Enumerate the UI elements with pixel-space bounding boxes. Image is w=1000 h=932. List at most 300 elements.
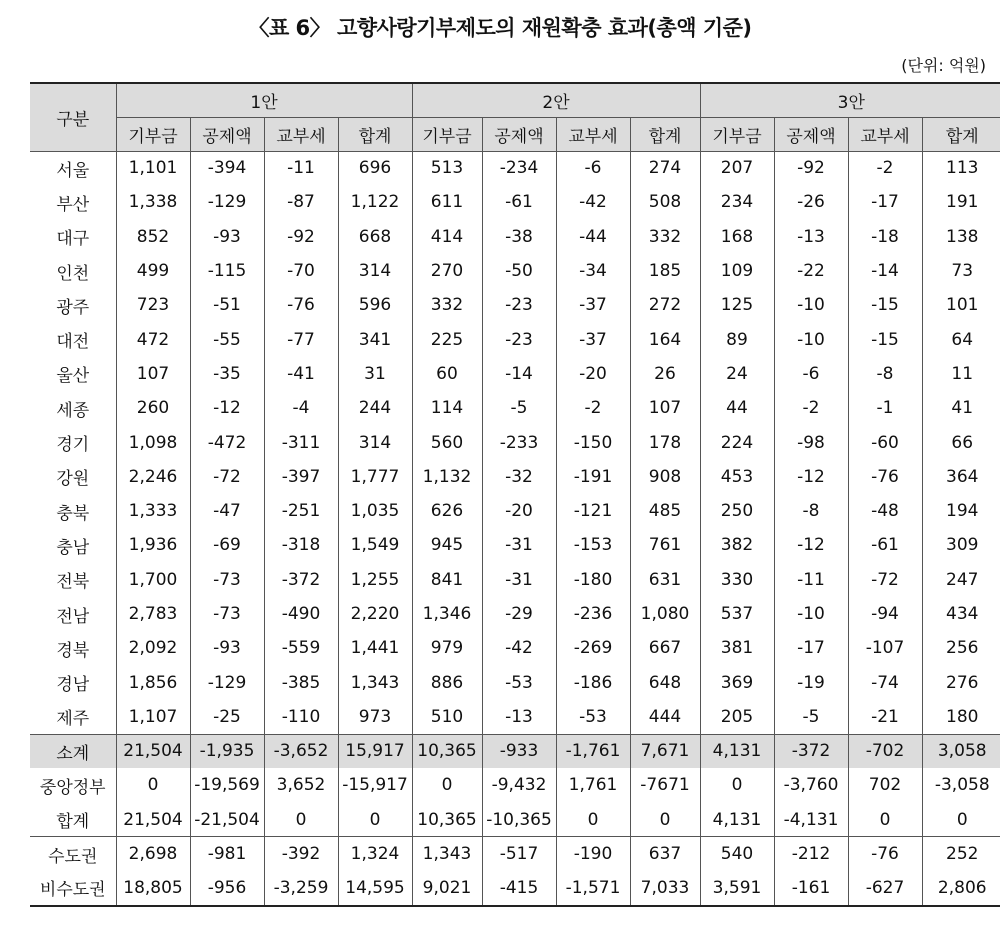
table-cell: 499 — [116, 254, 190, 288]
header-region: 구분 — [30, 83, 116, 151]
table-cell: 244 — [338, 391, 412, 425]
table-cell: -14 — [482, 357, 556, 391]
table-cell: -6 — [774, 357, 848, 391]
table-cell: 2,246 — [116, 460, 190, 494]
table-row — [30, 871, 1000, 905]
table-cell: -87 — [264, 185, 338, 219]
data-table — [30, 82, 1000, 907]
table-cell: -37 — [556, 288, 630, 322]
table-cell: 250 — [700, 494, 774, 528]
table-cell: -19 — [774, 665, 848, 699]
table-cell: 886 — [412, 665, 482, 699]
table-cell: 979 — [412, 631, 482, 665]
table-cell: 24 — [700, 357, 774, 391]
table-cell: -61 — [482, 185, 556, 219]
table-cell: -34 — [556, 254, 630, 288]
table-cell: 1,101 — [116, 151, 190, 185]
table-cell: -69 — [190, 528, 264, 562]
table-cell: -5 — [774, 700, 848, 734]
table-cell: -53 — [556, 700, 630, 734]
table-cell: -15 — [848, 322, 922, 356]
table-cell: 1,549 — [338, 528, 412, 562]
table-cell: -5 — [482, 391, 556, 425]
table-cell: 4,131 — [700, 803, 774, 837]
table-cell: -234 — [482, 151, 556, 185]
table-cell: -47 — [190, 494, 264, 528]
table-cell: -490 — [264, 597, 338, 631]
table-cell: -38 — [482, 220, 556, 254]
table-cell: -61 — [848, 528, 922, 562]
table-cell: 841 — [412, 563, 482, 597]
table-cell: -415 — [482, 871, 556, 905]
table-cell: -153 — [556, 528, 630, 562]
table-cell: -76 — [848, 837, 922, 871]
header-col: 공제액 — [190, 117, 264, 151]
table-cell: -6 — [556, 151, 630, 185]
table-body — [30, 151, 1000, 906]
table-cell: 107 — [630, 391, 700, 425]
table-cell: -190 — [556, 837, 630, 871]
table-cell: -1 — [848, 391, 922, 425]
table-cell: 180 — [922, 700, 1000, 734]
table-cell: -73 — [190, 563, 264, 597]
header-col: 기부금 — [412, 117, 482, 151]
table-row — [30, 768, 1000, 802]
table-cell: -121 — [556, 494, 630, 528]
table-header — [30, 83, 1000, 151]
header-col: 공제액 — [482, 117, 556, 151]
table-cell: 696 — [338, 151, 412, 185]
table-cell: 207 — [700, 151, 774, 185]
table-cell: -74 — [848, 665, 922, 699]
table-cell: 276 — [922, 665, 1000, 699]
table-cell: -42 — [556, 185, 630, 219]
table-cell: -110 — [264, 700, 338, 734]
table-cell: 41 — [922, 391, 1000, 425]
table-cell: 234 — [700, 185, 774, 219]
table-cell: 10,365 — [412, 803, 482, 837]
table-cell: -51 — [190, 288, 264, 322]
table-cell: 101 — [922, 288, 1000, 322]
table-cell: 44 — [700, 391, 774, 425]
table-cell: -20 — [556, 357, 630, 391]
table-cell: 0 — [922, 803, 1000, 837]
table-cell: -76 — [848, 460, 922, 494]
table-cell: -18 — [848, 220, 922, 254]
table-cell: -50 — [482, 254, 556, 288]
table-cell: -1,571 — [556, 871, 630, 905]
table-cell: 191 — [922, 185, 1000, 219]
table-cell: 2,698 — [116, 837, 190, 871]
table-cell: -4 — [264, 391, 338, 425]
table-cell: 611 — [412, 185, 482, 219]
table-cell: 472 — [116, 322, 190, 356]
table-cell: -31 — [482, 563, 556, 597]
table-cell: -93 — [190, 631, 264, 665]
table-cell: -35 — [190, 357, 264, 391]
table-cell: -8 — [774, 494, 848, 528]
table-cell: 668 — [338, 220, 412, 254]
table-cell: -212 — [774, 837, 848, 871]
table-cell: -55 — [190, 322, 264, 356]
table-cell: -472 — [190, 425, 264, 459]
table-cell: 852 — [116, 220, 190, 254]
table-cell: 485 — [630, 494, 700, 528]
table-cell: 1,338 — [116, 185, 190, 219]
row-label: 세종 — [30, 391, 116, 425]
table-title: 〈표 6〉 고향사랑기부제도의 재원확충 효과(총액 기준) — [248, 16, 752, 40]
table-cell: -180 — [556, 563, 630, 597]
table-cell: -10 — [774, 322, 848, 356]
row-label: 인천 — [30, 254, 116, 288]
table-cell: 537 — [700, 597, 774, 631]
table-cell: 21,504 — [116, 734, 190, 768]
table-row — [30, 254, 1000, 288]
table-cell: 0 — [264, 803, 338, 837]
table-cell: 31 — [338, 357, 412, 391]
table-cell: 631 — [630, 563, 700, 597]
table-cell: -15,917 — [338, 768, 412, 802]
table-cell: -76 — [264, 288, 338, 322]
table-cell: 205 — [700, 700, 774, 734]
table-cell: 113 — [922, 151, 1000, 185]
table-cell: -1,935 — [190, 734, 264, 768]
table-cell: 1,107 — [116, 700, 190, 734]
table-cell: 194 — [922, 494, 1000, 528]
table-cell: -981 — [190, 837, 264, 871]
header-col: 기부금 — [116, 117, 190, 151]
header-col: 교부세 — [264, 117, 338, 151]
table-cell: 453 — [700, 460, 774, 494]
table-cell: -251 — [264, 494, 338, 528]
row-label: 서울 — [30, 151, 116, 185]
table-cell: 1,761 — [556, 768, 630, 802]
table-cell: 2,806 — [922, 871, 1000, 905]
table-cell: -627 — [848, 871, 922, 905]
table-cell: 382 — [700, 528, 774, 562]
table-row — [30, 837, 1000, 871]
row-label: 부산 — [30, 185, 116, 219]
table-cell: 1,035 — [338, 494, 412, 528]
table-cell: -517 — [482, 837, 556, 871]
table-cell: -236 — [556, 597, 630, 631]
table-cell: -559 — [264, 631, 338, 665]
table-cell: 1,700 — [116, 563, 190, 597]
table-cell: -392 — [264, 837, 338, 871]
table-cell: -25 — [190, 700, 264, 734]
table-cell: 107 — [116, 357, 190, 391]
table-cell: 11 — [922, 357, 1000, 391]
table-cell: -10 — [774, 597, 848, 631]
table-cell: 89 — [700, 322, 774, 356]
table-cell: -44 — [556, 220, 630, 254]
table-cell: 330 — [700, 563, 774, 597]
table-row — [30, 563, 1000, 597]
table-cell: -32 — [482, 460, 556, 494]
row-label: 경기 — [30, 425, 116, 459]
header-col: 합계 — [922, 117, 1000, 151]
table-cell: -385 — [264, 665, 338, 699]
table-cell: 185 — [630, 254, 700, 288]
row-label: 경남 — [30, 665, 116, 699]
header-group-1: 1안 — [116, 83, 412, 117]
table-cell: 364 — [922, 460, 1000, 494]
row-label: 수도권 — [30, 837, 116, 871]
table-cell: -23 — [482, 288, 556, 322]
table-cell: -94 — [848, 597, 922, 631]
table-cell: 508 — [630, 185, 700, 219]
table-cell: -161 — [774, 871, 848, 905]
table-row — [30, 151, 1000, 185]
table-cell: 7,033 — [630, 871, 700, 905]
table-row — [30, 665, 1000, 699]
table-cell: 9,021 — [412, 871, 482, 905]
table-cell: 0 — [338, 803, 412, 837]
table-cell: 109 — [700, 254, 774, 288]
table-cell: 66 — [922, 425, 1000, 459]
table-cell: -70 — [264, 254, 338, 288]
table-cell: 702 — [848, 768, 922, 802]
table-cell: -7671 — [630, 768, 700, 802]
table-row — [30, 288, 1000, 322]
table-cell: 21,504 — [116, 803, 190, 837]
table-row — [30, 700, 1000, 734]
table-cell: -191 — [556, 460, 630, 494]
table-cell: -3,259 — [264, 871, 338, 905]
table-cell: -3,058 — [922, 768, 1000, 802]
table-cell: -12 — [774, 528, 848, 562]
header-col: 공제액 — [774, 117, 848, 151]
table-cell: 381 — [700, 631, 774, 665]
table-cell: 178 — [630, 425, 700, 459]
table-cell: -42 — [482, 631, 556, 665]
row-label: 대구 — [30, 220, 116, 254]
table-cell: -31 — [482, 528, 556, 562]
table-cell: 1,098 — [116, 425, 190, 459]
table-cell: -41 — [264, 357, 338, 391]
table-cell: 125 — [700, 288, 774, 322]
table-cell: 369 — [700, 665, 774, 699]
row-label: 경북 — [30, 631, 116, 665]
table-cell: 274 — [630, 151, 700, 185]
table-cell: 1,343 — [412, 837, 482, 871]
table-cell: -2 — [848, 151, 922, 185]
row-label: 대전 — [30, 322, 116, 356]
table-cell: -98 — [774, 425, 848, 459]
table-cell: 1,936 — [116, 528, 190, 562]
table-cell: 138 — [922, 220, 1000, 254]
table-cell: -93 — [190, 220, 264, 254]
table-cell: -311 — [264, 425, 338, 459]
table-cell: 648 — [630, 665, 700, 699]
table-cell: -150 — [556, 425, 630, 459]
table-cell: -10 — [774, 288, 848, 322]
table-cell: 0 — [412, 768, 482, 802]
table-cell: 434 — [922, 597, 1000, 631]
table-cell: -29 — [482, 597, 556, 631]
table-cell: 0 — [116, 768, 190, 802]
row-label: 중앙정부 — [30, 768, 116, 802]
table-cell: -186 — [556, 665, 630, 699]
row-label: 울산 — [30, 357, 116, 391]
table-cell: -933 — [482, 734, 556, 768]
row-label: 제주 — [30, 700, 116, 734]
table-cell: 114 — [412, 391, 482, 425]
table-cell: 3,058 — [922, 734, 1000, 768]
row-label: 강원 — [30, 460, 116, 494]
table-cell: 270 — [412, 254, 482, 288]
table-cell: 2,783 — [116, 597, 190, 631]
table-cell: -12 — [190, 391, 264, 425]
table-cell: 18,805 — [116, 871, 190, 905]
table-cell: 1,324 — [338, 837, 412, 871]
table-cell: -956 — [190, 871, 264, 905]
table-cell: -21,504 — [190, 803, 264, 837]
table-cell: 256 — [922, 631, 1000, 665]
table-cell: -13 — [482, 700, 556, 734]
table-cell: 637 — [630, 837, 700, 871]
table-cell: -269 — [556, 631, 630, 665]
table-cell: 272 — [630, 288, 700, 322]
table-cell: 1,333 — [116, 494, 190, 528]
table-row — [30, 391, 1000, 425]
table-cell: 973 — [338, 700, 412, 734]
table-cell: 2,092 — [116, 631, 190, 665]
table-cell: 64 — [922, 322, 1000, 356]
table-cell: -21 — [848, 700, 922, 734]
table-cell: 224 — [700, 425, 774, 459]
table-cell: -17 — [774, 631, 848, 665]
table-cell: 309 — [922, 528, 1000, 562]
table-cell: 73 — [922, 254, 1000, 288]
table-cell: -1,761 — [556, 734, 630, 768]
table-cell: 3,652 — [264, 768, 338, 802]
table-cell: 1,441 — [338, 631, 412, 665]
table-cell: 444 — [630, 700, 700, 734]
header-group-3: 3안 — [700, 83, 1000, 117]
table-cell: -12 — [774, 460, 848, 494]
header-group-2: 2안 — [412, 83, 700, 117]
table-cell: -26 — [774, 185, 848, 219]
table-row — [30, 528, 1000, 562]
table-cell: 1,343 — [338, 665, 412, 699]
table-cell: -10,365 — [482, 803, 556, 837]
table-cell: 1,777 — [338, 460, 412, 494]
table-cell: 314 — [338, 425, 412, 459]
table-row — [30, 185, 1000, 219]
table-cell: 60 — [412, 357, 482, 391]
table-cell: 225 — [412, 322, 482, 356]
table-cell: -60 — [848, 425, 922, 459]
table-cell: -73 — [190, 597, 264, 631]
table-cell: -11 — [774, 563, 848, 597]
table-cell: 314 — [338, 254, 412, 288]
table-cell: -72 — [190, 460, 264, 494]
table-cell: -372 — [264, 563, 338, 597]
table-row — [30, 803, 1000, 837]
row-label: 비수도권 — [30, 871, 116, 905]
table-cell: 168 — [700, 220, 774, 254]
table-row — [30, 425, 1000, 459]
table-cell: -233 — [482, 425, 556, 459]
table-cell: 540 — [700, 837, 774, 871]
table-cell: 10,365 — [412, 734, 482, 768]
table-cell: -702 — [848, 734, 922, 768]
table-cell: -372 — [774, 734, 848, 768]
row-label: 충북 — [30, 494, 116, 528]
unit-label: (단위: 억원) — [901, 56, 986, 75]
table-row — [30, 220, 1000, 254]
table-cell: 1,346 — [412, 597, 482, 631]
header-col: 교부세 — [848, 117, 922, 151]
table-cell: 945 — [412, 528, 482, 562]
table-row — [30, 357, 1000, 391]
header-col: 합계 — [630, 117, 700, 151]
header-col: 교부세 — [556, 117, 630, 151]
table-row — [30, 460, 1000, 494]
table-row — [30, 322, 1000, 356]
table-cell: -23 — [482, 322, 556, 356]
table-cell: -92 — [774, 151, 848, 185]
table-cell: 247 — [922, 563, 1000, 597]
table-cell: -2 — [774, 391, 848, 425]
table-cell: 164 — [630, 322, 700, 356]
table-cell: 3,591 — [700, 871, 774, 905]
table-cell: -115 — [190, 254, 264, 288]
table-cell: 1,122 — [338, 185, 412, 219]
row-label: 전남 — [30, 597, 116, 631]
table-cell: -72 — [848, 563, 922, 597]
table-cell: 908 — [630, 460, 700, 494]
table-cell: -397 — [264, 460, 338, 494]
table-cell: 332 — [630, 220, 700, 254]
header-col: 기부금 — [700, 117, 774, 151]
row-label: 충남 — [30, 528, 116, 562]
table-row — [30, 631, 1000, 665]
table-cell: 0 — [848, 803, 922, 837]
table-cell: -11 — [264, 151, 338, 185]
table-cell: -3,652 — [264, 734, 338, 768]
table-cell: -13 — [774, 220, 848, 254]
table-cell: -15 — [848, 288, 922, 322]
table-cell: 414 — [412, 220, 482, 254]
table-cell: -17 — [848, 185, 922, 219]
table-cell: -22 — [774, 254, 848, 288]
table-cell: 26 — [630, 357, 700, 391]
table-cell: 513 — [412, 151, 482, 185]
table-row — [30, 597, 1000, 631]
header-col: 합계 — [338, 117, 412, 151]
table-cell: 596 — [338, 288, 412, 322]
table-cell: -107 — [848, 631, 922, 665]
table-cell: 667 — [630, 631, 700, 665]
row-label: 합계 — [30, 803, 116, 837]
table-cell: 2,220 — [338, 597, 412, 631]
table-cell: -14 — [848, 254, 922, 288]
table-cell: 510 — [412, 700, 482, 734]
table-cell: -2 — [556, 391, 630, 425]
table-cell: 252 — [922, 837, 1000, 871]
table-cell: 4,131 — [700, 734, 774, 768]
table-cell: -92 — [264, 220, 338, 254]
table-cell: -129 — [190, 185, 264, 219]
table-cell: -77 — [264, 322, 338, 356]
table-cell: 14,595 — [338, 871, 412, 905]
table-cell: 7,671 — [630, 734, 700, 768]
table-cell: -9,432 — [482, 768, 556, 802]
table-cell: 626 — [412, 494, 482, 528]
table-cell: -53 — [482, 665, 556, 699]
